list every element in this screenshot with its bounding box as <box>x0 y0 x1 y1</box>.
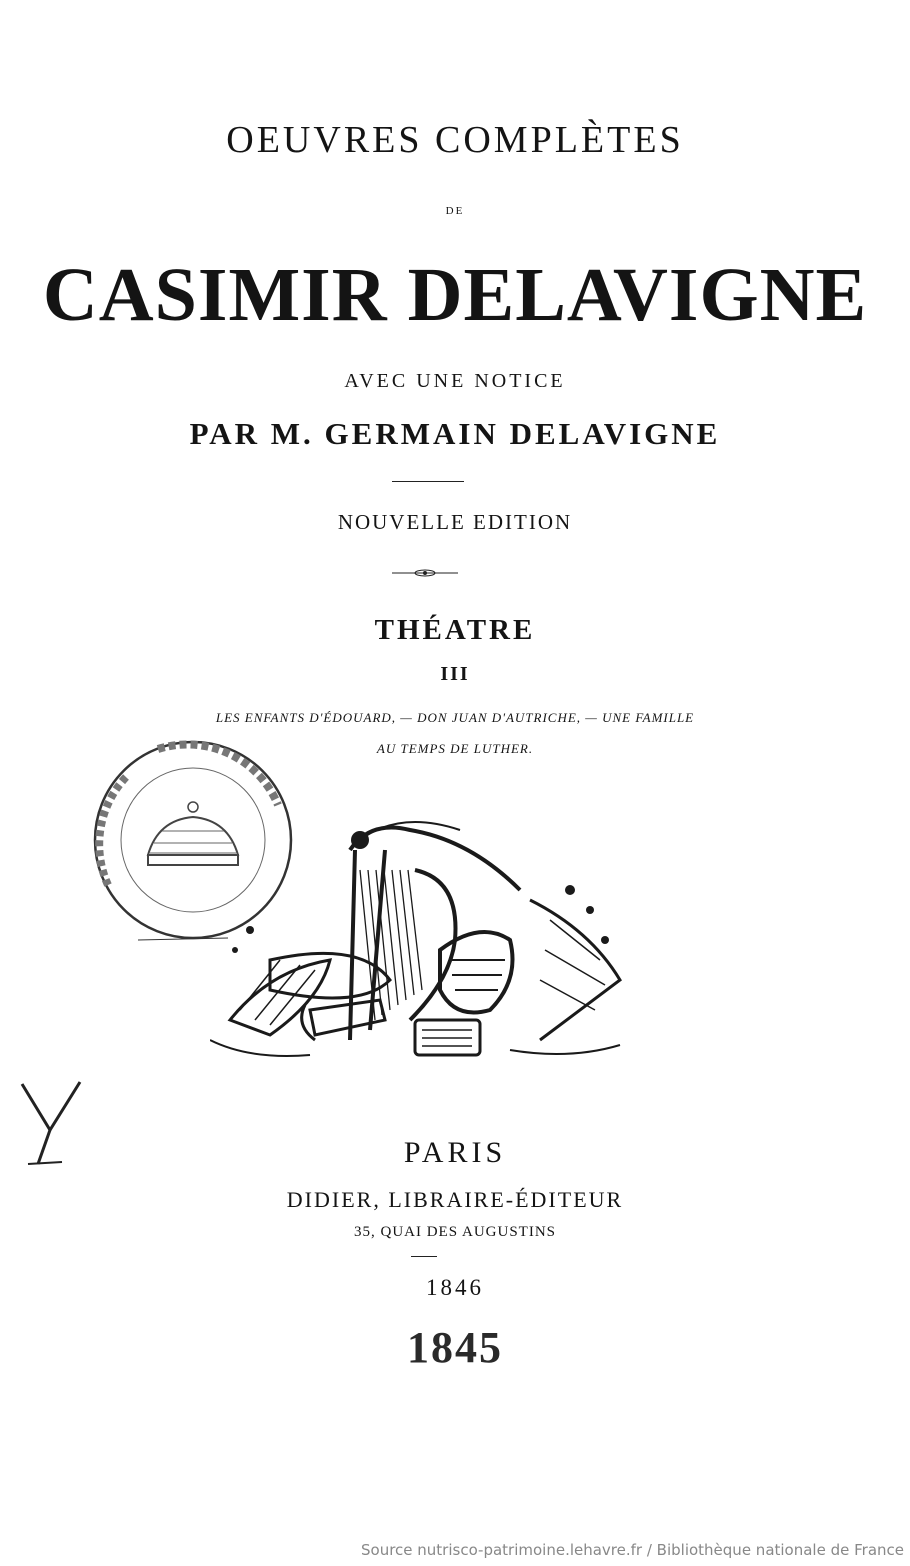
edition-label: NOUVELLE EDITION <box>337 510 573 534</box>
source-footer: Source nutrisco-patrimoine.lehavre.fr / Bibliothèque nationale de France <box>361 1541 904 1559</box>
publisher-address: 35, QUAI DES AUGUSTINS <box>353 1224 556 1240</box>
notice-line: AVEC UNE NOTICE <box>344 370 566 392</box>
contents-line-1: LES ENFANTS D'ÉDOUARD, — DON JUAN D'AUTRICHE, — UNE FAMILLE <box>215 710 695 725</box>
publisher-name: DIDIER, LIBRAIRE-ÉDITEUR <box>286 1187 624 1212</box>
author-name: CASIMIR DELAVIGNE <box>42 253 868 337</box>
city-paris: PARIS <box>403 1136 507 1169</box>
year-printed: 1846 <box>426 1275 484 1300</box>
title-oeuvres-completes: OEUVRES COMPLÈTES <box>226 119 684 161</box>
section-theatre: THÉATRE <box>374 614 536 646</box>
contents-line-2: AU TEMPS DE LUTHER. <box>376 741 534 756</box>
divider-rule-small <box>411 1256 437 1257</box>
divider-rule <box>392 481 464 482</box>
notice-author: PAR M. GERMAIN DELAVIGNE <box>189 416 721 451</box>
lyre-vignette-illustration <box>210 810 630 1070</box>
volume-number: III <box>440 663 470 685</box>
title-de: DE <box>445 205 465 217</box>
ornament-divider <box>392 566 458 580</box>
year-handwritten: 1845 <box>407 1323 503 1372</box>
